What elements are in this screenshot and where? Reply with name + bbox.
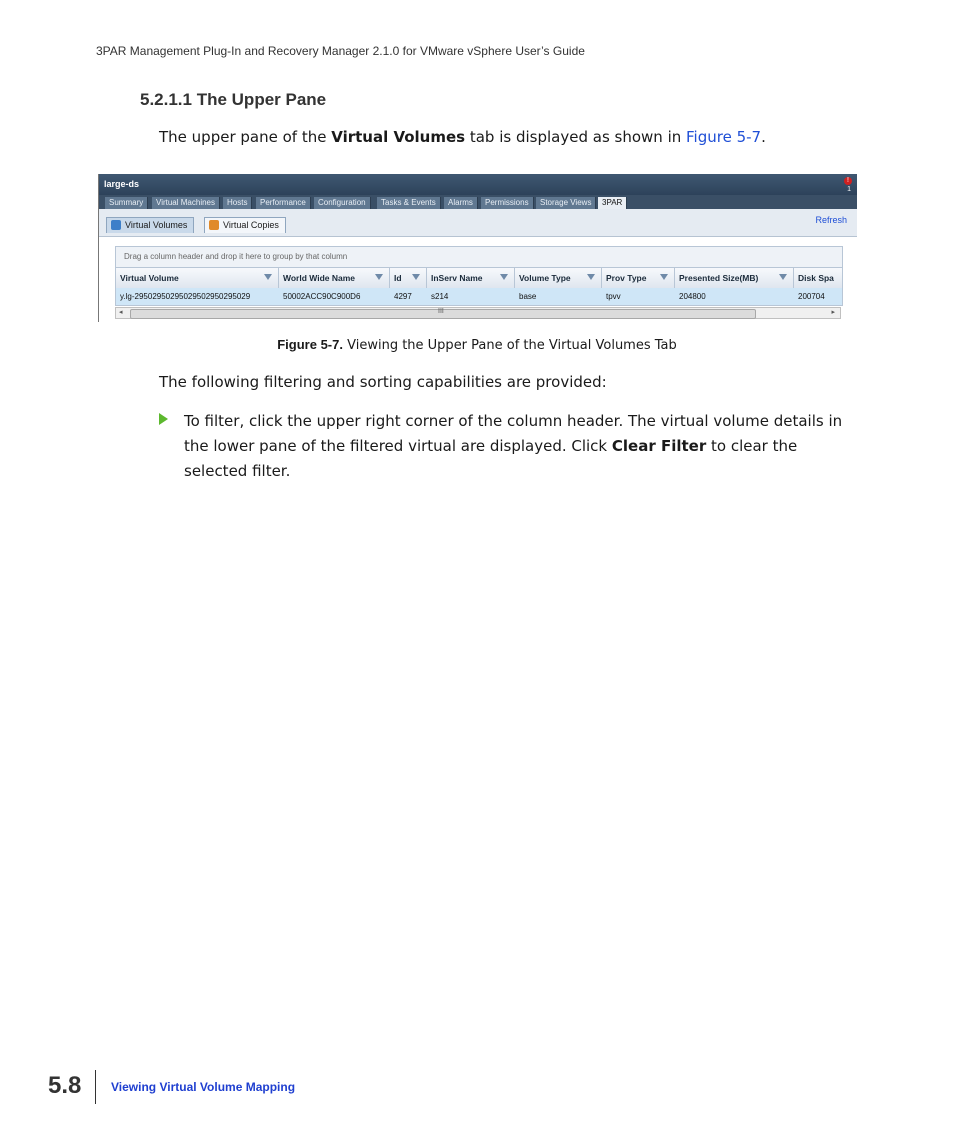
page-number: 5.8 — [48, 1072, 82, 1099]
grid-header-row — [116, 267, 842, 289]
bullet-suffix: to clear the selected filter. — [184, 437, 798, 480]
filter-icon[interactable] — [500, 274, 508, 280]
alert-icon[interactable]: ! — [844, 177, 852, 185]
subtab-virtual-copies-label: Virtual Copies — [223, 220, 279, 230]
figure-screenshot — [98, 174, 857, 322]
filter-icon[interactable] — [660, 274, 668, 280]
tab-alarms[interactable]: Alarms — [444, 197, 478, 209]
column-label: Disk Spa — [798, 273, 834, 283]
tab-summary[interactable]: Summary — [105, 197, 148, 209]
virtual-volume-icon — [111, 220, 121, 230]
scroll-right-icon[interactable]: ▸ — [831, 309, 835, 316]
column-header-virtual-volume[interactable] — [116, 268, 279, 288]
tab-permissions[interactable]: Permissions — [481, 197, 534, 209]
running-header: 3PAR Management Plug-In and Recovery Manager 2.1.0 for VMware vSphere User’s Guide — [96, 44, 585, 58]
filter-icon[interactable] — [375, 274, 383, 280]
cell-presented-size: 204800 — [679, 292, 706, 301]
green-triangle-bullet-icon — [159, 413, 168, 425]
figure-reference-link[interactable]: Figure 5-7 — [686, 128, 762, 146]
column-header-inserv-name[interactable] — [427, 268, 515, 288]
column-label: Virtual Volume — [120, 273, 179, 283]
intro-prefix: The upper pane of the — [159, 128, 332, 146]
filter-icon[interactable] — [779, 274, 787, 280]
cell-world-wide-name: 50002ACC90C900D6 — [283, 292, 361, 301]
column-label: Presented Size(MB) — [679, 273, 759, 283]
caption-text: Viewing the Upper Pane of the Virtual Volumes Tab — [342, 338, 677, 353]
filter-icon[interactable] — [412, 274, 420, 280]
refresh-link[interactable]: Refresh — [815, 215, 847, 225]
window-title-bar — [99, 174, 857, 195]
window-title: large-ds — [104, 179, 140, 189]
tab-bar — [99, 195, 857, 209]
column-label: Prov Type — [606, 273, 647, 283]
column-header-world-wide-name[interactable] — [279, 268, 390, 288]
tab-performance[interactable]: Performance — [256, 197, 311, 209]
bullet-text — [184, 409, 859, 484]
cell-virtual-volume: y.lg-29502950295029502950295029 — [120, 292, 251, 301]
virtual-volumes-term: Virtual Volumes — [331, 128, 466, 146]
footer-chapter-title: Viewing Virtual Volume Mapping — [111, 1080, 296, 1094]
column-header-volume-type[interactable] — [515, 268, 602, 288]
capabilities-paragraph: The following filtering and sorting capabilities are provided: — [159, 373, 607, 391]
section-heading: 5.2.1.1 The Upper Pane — [140, 90, 327, 109]
column-header-disk-space[interactable] — [794, 268, 842, 288]
column-label: Id — [394, 273, 402, 283]
column-label: Volume Type — [519, 273, 571, 283]
intro-suffix: . — [761, 128, 766, 146]
virtual-copies-icon — [209, 220, 219, 230]
tab-storage-views[interactable]: Storage Views — [536, 197, 596, 209]
figure-caption — [0, 337, 954, 353]
tab-configuration[interactable]: Configuration — [314, 197, 371, 209]
alert-count: 1 — [847, 186, 851, 193]
column-label: InServ Name — [431, 273, 483, 283]
column-header-id[interactable] — [390, 268, 427, 288]
column-header-presented-size[interactable] — [675, 268, 794, 288]
tab-virtual-machines[interactable]: Virtual Machines — [152, 197, 220, 209]
filter-icon[interactable] — [587, 274, 595, 280]
column-label: World Wide Name — [283, 273, 356, 283]
tab-tasks-events[interactable]: Tasks & Events — [377, 197, 441, 209]
cell-prov-type: tpvv — [606, 292, 621, 301]
scroll-grip: III — [438, 308, 444, 315]
footer-divider — [95, 1070, 96, 1104]
bullet-prefix: To filter, click the upper right corner of the column header. The virtual volume details in the lower pane of the filtered virtual are displayed. Click — [184, 412, 843, 455]
subtab-virtual-copies[interactable] — [204, 217, 286, 233]
volumes-grid — [115, 246, 843, 306]
table-row[interactable] — [116, 288, 842, 305]
cell-volume-type: base — [519, 292, 537, 301]
intro-middle: tab is displayed as shown in — [465, 128, 687, 146]
cell-disk-space: 200704 — [798, 292, 825, 301]
horizontal-scrollbar[interactable] — [115, 307, 841, 319]
subtab-virtual-volumes-label: Virtual Volumes — [125, 220, 188, 230]
scroll-left-icon[interactable]: ◂ — [119, 309, 123, 316]
cell-inserv-name: s214 — [431, 292, 449, 301]
tab-3par[interactable]: 3PAR — [598, 197, 627, 209]
subtab-bar — [99, 209, 857, 237]
group-by-drop-zone[interactable]: Drag a column header and drop it here to group by that column — [116, 247, 842, 267]
subtab-virtual-volumes[interactable] — [106, 217, 194, 233]
intro-paragraph — [159, 125, 766, 150]
caption-label: Figure 5-7. — [277, 337, 343, 352]
column-header-prov-type[interactable] — [602, 268, 675, 288]
cell-id: 4297 — [394, 292, 412, 301]
tab-hosts[interactable]: Hosts — [223, 197, 252, 209]
filter-icon[interactable] — [264, 274, 272, 280]
clear-filter-term: Clear Filter — [611, 437, 707, 455]
